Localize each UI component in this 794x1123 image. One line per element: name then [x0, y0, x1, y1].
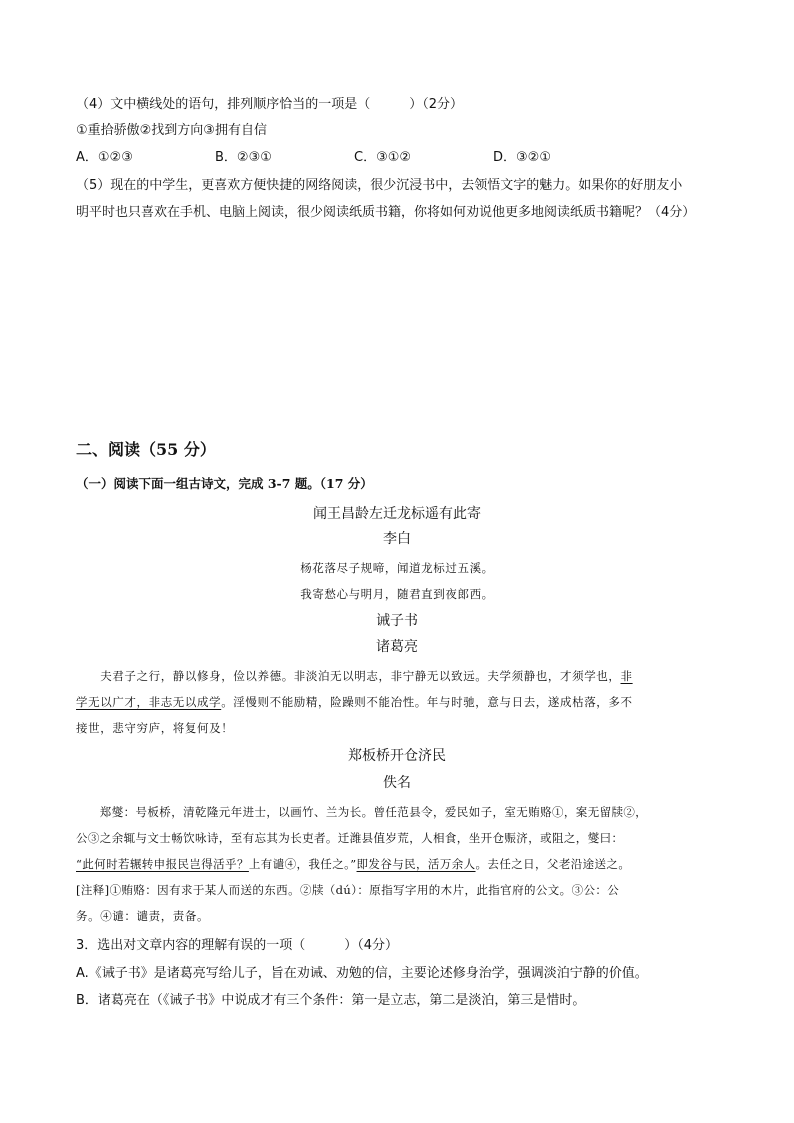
section-subtitle: （一）阅读下面一组古诗文，完成 3-7 题。（17 分）	[76, 476, 373, 491]
story-note-1: [注释]①贿赂：因有求于某人而送的东西。②牍（dú）：原指写字用的木片，此指官府的公文。③公：公	[76, 883, 620, 897]
q3-option-b[interactable]: B．诸葛亮在（《诫子书》中说成才有三个条件：第一是立志，第二是淡泊，第三是惜时。	[76, 993, 586, 1008]
poem-line-2: 我寄愁心与明月，随君直到夜郎西。	[300, 587, 494, 601]
q4-option-c[interactable]: C．③①②	[354, 150, 412, 165]
q4-option-b[interactable]: B．②③①	[215, 150, 272, 165]
poem-line-1: 杨花落尽子规啼，闻道龙标过五溪。	[300, 561, 494, 575]
q3-stem: 3．选出对文章内容的理解有误的一项（ ）（4分）	[76, 938, 399, 953]
essay-line-2: 学无以广才，非志无以成学。淫慢则不能励精，险躁则不能冶性。年与时驰，意与日去，遂成枯落，多不	[76, 695, 633, 709]
q4-items: ①重拾骄傲②找到方向③拥有自信	[76, 123, 267, 138]
story-line-1: 郑燮：号板桥，清乾隆元年进士，以画竹、兰为长。曾任范县令，爱民如子，室无贿赂①，案无留牍②，	[76, 805, 648, 819]
essay-line-1: 夫君子之行，静以修身，俭以养德。非淡泊无以明志，非宁静无以致远。夫学须静也，才须学也，非	[76, 669, 633, 683]
poem-title: 闻王昌龄左迁龙标遥有此寄	[313, 506, 481, 522]
story-author: 佚名	[383, 775, 411, 791]
q5-line-2: 明平时也只喜欢在手机、电脑上阅读，很少阅读纸质书籍，你将如何劝说他更多地阅读纸质书籍呢？（4分）	[76, 205, 696, 220]
q4-option-d[interactable]: D．③②①	[493, 150, 551, 165]
essay-line-3: 接世，悲守穷庐，将复何及！	[76, 721, 234, 735]
underlined-text: 即发谷与民，活万余人	[356, 857, 476, 871]
q4-option-a[interactable]: A．①②③	[76, 150, 133, 165]
q3-option-a[interactable]: A.《诫子书》是诸葛亮写给儿子，旨在劝诫、劝勉的信，主要论述修身治学，强调淡泊宁静的价值。	[76, 966, 648, 981]
essay-title: 诫子书	[376, 613, 418, 629]
underlined-text: 非	[620, 669, 633, 683]
story-line-3: “此何时若辗转申报民岂得活乎？上有谴④，我任之。”即发谷与民，活万余人。去任之日，父老沿途送之。	[76, 857, 631, 871]
underlined-text: 学无以广才，非志无以成学	[76, 695, 222, 709]
underlined-text: “此何时若辗转申报民岂得活乎？	[76, 857, 249, 871]
q4-stem: （4）文中横线处的语句，排列顺序恰当的一项是（ ）（2分）	[76, 97, 464, 112]
q4-options	[76, 149, 632, 167]
section-title: 二、阅读（55 分）	[76, 440, 216, 459]
poem-author: 李白	[383, 531, 411, 547]
essay-author: 诸葛亮	[376, 639, 418, 655]
q5-line-1: （5）现在的中学生，更喜欢方便快捷的网络阅读，很少沉浸书中，去领悟文字的魅力。如果你的好朋友小	[76, 178, 683, 193]
story-title: 郑板桥开仓济民	[348, 748, 446, 764]
story-line-2: 公③之余辄与文士畅饮咏诗，至有忘其为长吏者。迁潍县值岁荒，人相食，坐开仓赈济，或阻之，燮曰：	[76, 831, 624, 845]
story-note-2: 务。④谴：谴责，责备。	[76, 909, 210, 923]
